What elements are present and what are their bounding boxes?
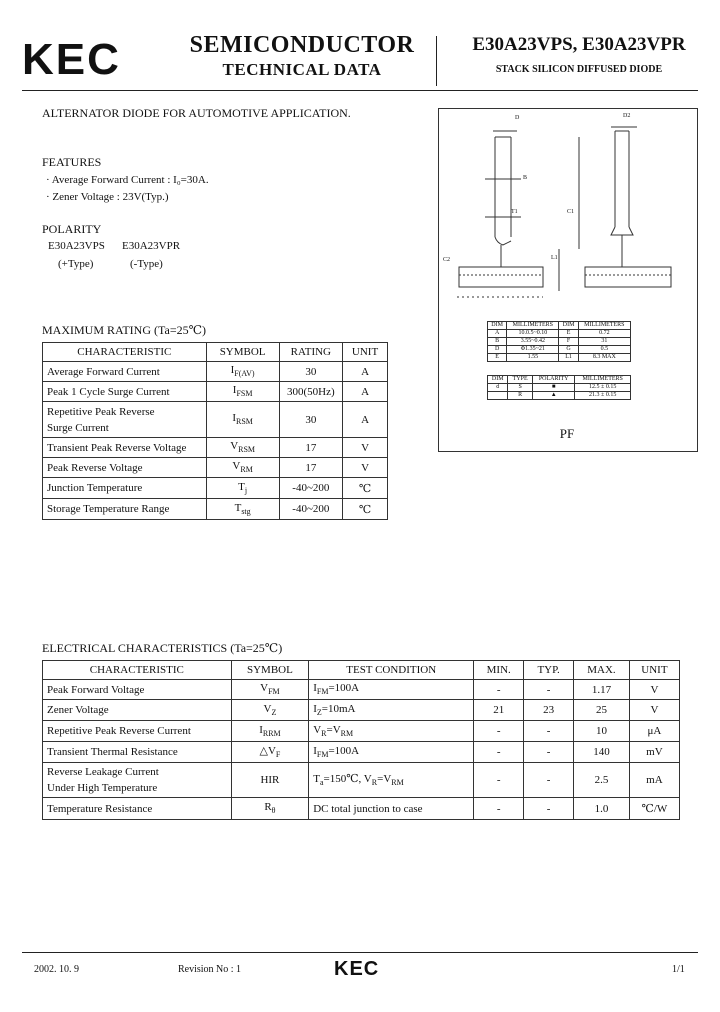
col-min: MIN. bbox=[474, 661, 524, 680]
cell-unit: mV bbox=[629, 742, 679, 763]
part-numbers: E30A23VPS, E30A23VPR bbox=[472, 34, 686, 55]
table-row bbox=[43, 798, 680, 820]
cell-min: - bbox=[474, 742, 524, 763]
part-description: STACK SILICON DIFFUSED DIODE bbox=[495, 64, 663, 75]
table-row bbox=[43, 402, 388, 438]
electrical-title: ELECTRICAL CHARACTERISTICS (Ta=25℃) bbox=[42, 641, 283, 655]
cell-symbol: $I_{F(AV)}$ bbox=[206, 362, 279, 382]
cell-unit: ℃ bbox=[343, 478, 388, 499]
cell-symbol: $V_{FM}$ bbox=[231, 680, 309, 700]
cell-max: 2.5 bbox=[574, 763, 630, 798]
cell: 0.72 bbox=[578, 330, 630, 338]
header-divider bbox=[436, 36, 437, 86]
col-characteristic: CHARACTERISTIC bbox=[43, 343, 207, 362]
mm-col: MILLIMETERS bbox=[578, 322, 630, 330]
cell-unit: ℃/W bbox=[629, 798, 679, 820]
polarity-dimension-table bbox=[487, 375, 631, 400]
cell-symbol: $R_\theta$ bbox=[231, 798, 309, 820]
table-header-row bbox=[43, 343, 388, 362]
footer-rule bbox=[22, 952, 698, 953]
col-test-condition: TEST CONDITION bbox=[309, 661, 474, 680]
cell-test-condition: $I_Z=10mA$ bbox=[309, 700, 474, 721]
dim-col: DIM bbox=[488, 322, 507, 330]
dim-label-l1: L1 bbox=[551, 255, 558, 261]
cell-typ: - bbox=[524, 721, 574, 742]
footer-page: 1/1 bbox=[672, 964, 685, 975]
table-header-row bbox=[488, 322, 631, 330]
cell-unit: ℃ bbox=[343, 499, 388, 520]
cell-min: 21 bbox=[474, 700, 524, 721]
cell-rating: 30 bbox=[279, 402, 342, 438]
feature-item: · Average Forward Current : I₀=30A. bbox=[46, 174, 209, 186]
cell-characteristic: Junction Temperature bbox=[43, 478, 207, 499]
cell-max: 25 bbox=[574, 700, 630, 721]
cell-typ: - bbox=[524, 742, 574, 763]
cell: E bbox=[488, 354, 507, 362]
cell-characteristic: Temperature Resistance bbox=[43, 798, 232, 820]
cell-unit: V bbox=[629, 700, 679, 721]
cell: d bbox=[488, 384, 508, 392]
cell-characteristic: Transient Peak Reverse Voltage bbox=[43, 438, 207, 458]
cell-test-condition: $I_{FM}=100A$ bbox=[309, 742, 474, 763]
cell-characteristic: Reverse Leakage Current Under High Temperature bbox=[43, 763, 232, 798]
table-row bbox=[43, 458, 388, 478]
polarity-type-minus: (-Type) bbox=[130, 258, 163, 270]
cell-unit: V bbox=[343, 458, 388, 478]
col-characteristic: CHARACTERISTIC bbox=[43, 661, 232, 680]
cell-symbol: HIR bbox=[231, 763, 309, 798]
cell: A bbox=[488, 330, 507, 338]
polarity-mark-icon: ▲ bbox=[532, 392, 574, 400]
table-row bbox=[488, 338, 631, 346]
cell-unit: μA bbox=[629, 721, 679, 742]
cell-rating: 30 bbox=[279, 362, 342, 382]
polarity-title: POLARITY bbox=[42, 222, 102, 236]
max-rating-table bbox=[42, 342, 388, 520]
type-col: TYPE bbox=[508, 376, 533, 384]
cell-min: - bbox=[474, 763, 524, 798]
cell-test-condition: DC total junction to case bbox=[309, 798, 474, 820]
cell-characteristic: Storage Temperature Range bbox=[43, 499, 207, 520]
table-row bbox=[43, 478, 388, 499]
technical-data-title: TECHNICAL DATA bbox=[222, 60, 382, 79]
table-row bbox=[488, 392, 631, 400]
cell: 3.55~0.42 bbox=[507, 338, 559, 346]
application-text: ALTERNATOR DIODE FOR AUTOMOTIVE APPLICATION. bbox=[42, 106, 351, 120]
cell-characteristic: Peak Reverse Voltage bbox=[43, 458, 207, 478]
cell-symbol: $I_{RRM}$ bbox=[231, 721, 309, 742]
cell: S bbox=[508, 384, 533, 392]
cell-rating: -40~200 bbox=[279, 499, 342, 520]
table-row bbox=[43, 721, 680, 742]
cell-test-condition: $T_a=150℃$, $V_R=V_{RM}$ bbox=[309, 763, 474, 798]
cell-typ: 23 bbox=[524, 700, 574, 721]
feature-item: · Zener Voltage : 23V(Typ.) bbox=[46, 191, 169, 203]
polarity-name-r: E30A23VPR bbox=[122, 240, 181, 252]
table-row bbox=[43, 382, 388, 402]
mm-col: MILLIMETERS bbox=[575, 376, 631, 384]
cell: 21.3 ± 0.15 bbox=[575, 392, 631, 400]
cell: E bbox=[559, 330, 578, 338]
cell-min: - bbox=[474, 721, 524, 742]
cell: G bbox=[559, 346, 578, 354]
cell-unit: V bbox=[629, 680, 679, 700]
kec-logo: KEC bbox=[22, 35, 121, 84]
dim-label-c2: C2 bbox=[443, 257, 451, 263]
cell-rating: 17 bbox=[279, 458, 342, 478]
cell-unit: A bbox=[343, 362, 388, 382]
cell-symbol: $V_{RSM}$ bbox=[206, 438, 279, 458]
table-header-row bbox=[43, 661, 680, 680]
cell: D bbox=[488, 346, 507, 354]
table-row bbox=[43, 700, 680, 721]
dimension-table bbox=[487, 321, 631, 362]
col-unit: UNIT bbox=[343, 343, 388, 362]
cell-symbol: $T_{stg}$ bbox=[206, 499, 279, 520]
cell-max: 140 bbox=[574, 742, 630, 763]
cell-symbol: $V_Z$ bbox=[231, 700, 309, 721]
col-symbol: SYMBOL bbox=[231, 661, 309, 680]
cell: 31 bbox=[578, 338, 630, 346]
cell: F bbox=[559, 338, 578, 346]
cell: 8.3 MAX bbox=[578, 354, 630, 362]
cell-characteristic: Transient Thermal Resistance bbox=[43, 742, 232, 763]
cell: 12.5 ± 0.15 bbox=[575, 384, 631, 392]
cell-symbol: $I_{RSM}$ bbox=[206, 402, 279, 438]
table-row bbox=[43, 763, 680, 798]
col-symbol: SYMBOL bbox=[206, 343, 279, 362]
header-rule bbox=[22, 90, 698, 91]
cell-symbol: $V_{RM}$ bbox=[206, 458, 279, 478]
cell-rating: -40~200 bbox=[279, 478, 342, 499]
polarity-mark-icon: ■ bbox=[532, 384, 574, 392]
cell-test-condition: $V_R=V_{RM}$ bbox=[309, 721, 474, 742]
cell-symbol: $\triangle V_F$ bbox=[231, 742, 309, 763]
cell-characteristic: Zener Voltage bbox=[43, 700, 232, 721]
table-row bbox=[488, 346, 631, 354]
dim-col: DIM bbox=[488, 376, 508, 384]
package-diagram bbox=[438, 108, 698, 452]
semiconductor-title: SEMICONDUCTOR bbox=[189, 32, 415, 58]
table-row bbox=[43, 742, 680, 763]
cell: 1.55 bbox=[507, 354, 559, 362]
cell-typ: - bbox=[524, 763, 574, 798]
footer-revision: Revision No : 1 bbox=[178, 964, 242, 975]
cell-unit: A bbox=[343, 402, 388, 438]
dim-label-b: B bbox=[523, 175, 528, 181]
cell-characteristic: Repetitive Peak Reverse Current bbox=[43, 721, 232, 742]
max-rating-title: MAXIMUM RATING (Ta=25℃) bbox=[42, 323, 207, 337]
cell-unit: A bbox=[343, 382, 388, 402]
cell-min: - bbox=[474, 798, 524, 820]
table-row bbox=[43, 438, 388, 458]
dim-label-d: D bbox=[515, 115, 520, 121]
footer-date: 2002. 10. 9 bbox=[34, 964, 79, 975]
col-typ: TYP. bbox=[524, 661, 574, 680]
cell: 10.0.5~0.10 bbox=[507, 330, 559, 338]
dim-col: DIM bbox=[559, 322, 578, 330]
electrical-table bbox=[42, 660, 680, 820]
col-rating: RATING bbox=[279, 343, 342, 362]
table-row bbox=[488, 330, 631, 338]
dim-label-t1: T1 bbox=[511, 209, 518, 215]
table-row bbox=[488, 354, 631, 362]
dim-label-d2: D2 bbox=[623, 113, 631, 119]
dim-label-c1: C1 bbox=[567, 209, 575, 215]
cell-unit: V bbox=[343, 438, 388, 458]
mm-col: MILLIMETERS bbox=[507, 322, 559, 330]
cell-symbol: $T_j$ bbox=[206, 478, 279, 499]
polarity-type-plus: (+Type) bbox=[58, 258, 94, 270]
features-title: FEATURES bbox=[42, 155, 102, 169]
col-max: MAX. bbox=[574, 661, 630, 680]
cell-symbol: $I_{FSM}$ bbox=[206, 382, 279, 402]
footer-kec-logo: KEC bbox=[334, 958, 380, 980]
cell: 0.5 bbox=[578, 346, 630, 354]
cell: L1 bbox=[559, 354, 578, 362]
cell-typ: - bbox=[524, 680, 574, 700]
polarity-col: POLARITY bbox=[532, 376, 574, 384]
cell-rating: 17 bbox=[279, 438, 342, 458]
cell-characteristic: Peak 1 Cycle Surge Current bbox=[43, 382, 207, 402]
diode-outline-drawing bbox=[439, 109, 697, 329]
cell-typ: - bbox=[524, 798, 574, 820]
cell-characteristic: Average Forward Current bbox=[43, 362, 207, 382]
table-header-row bbox=[488, 376, 631, 384]
table-row bbox=[43, 499, 388, 520]
table-row bbox=[43, 362, 388, 382]
cell: R bbox=[508, 392, 533, 400]
cell-characteristic: Repetitive Peak Reverse Surge Current bbox=[43, 402, 207, 438]
cell: B bbox=[488, 338, 507, 346]
col-unit: UNIT bbox=[629, 661, 679, 680]
polarity-name-s: E30A23VPS bbox=[48, 240, 105, 252]
cell-characteristic: Peak Forward Voltage bbox=[43, 680, 232, 700]
cell-test-condition: $I_{FM}=100A$ bbox=[309, 680, 474, 700]
cell-min: - bbox=[474, 680, 524, 700]
cell: Φ1.35~21 bbox=[507, 346, 559, 354]
cell bbox=[488, 392, 508, 400]
cell-max: 1.0 bbox=[574, 798, 630, 820]
table-row bbox=[43, 680, 680, 700]
table-row bbox=[488, 384, 631, 392]
cell-rating: 300(50Hz) bbox=[279, 382, 342, 402]
cell-max: 10 bbox=[574, 721, 630, 742]
package-name: PF bbox=[559, 426, 575, 441]
cell-max: 1.17 bbox=[574, 680, 630, 700]
cell-unit: mA bbox=[629, 763, 679, 798]
